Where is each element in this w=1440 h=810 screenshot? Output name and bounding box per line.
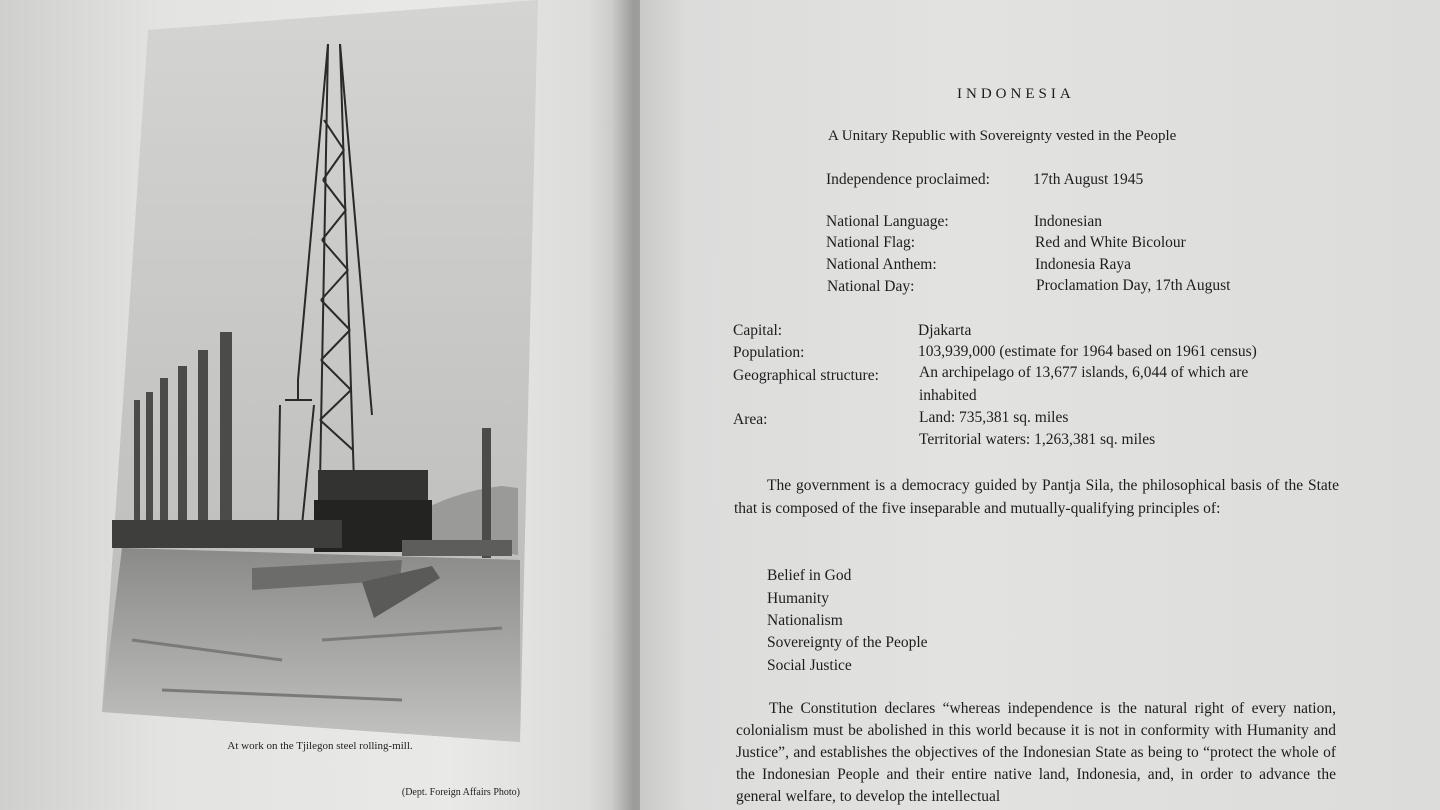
national-anthem-label: National Anthem: xyxy=(826,256,937,273)
national-flag-value: Red and White Bicolour xyxy=(1035,234,1186,251)
capital-value: Djakarta xyxy=(918,322,972,339)
right-page xyxy=(640,0,1440,810)
page-subtitle: A Unitary Republic with Sovereignty vested in the People xyxy=(828,128,1177,144)
population-value: 103,939,000 (estimate for 1964 based on 1961 census) xyxy=(918,343,1257,360)
independence-value: 17th August 1945 xyxy=(1033,171,1144,188)
area-land-value: Land: 735,381 sq. miles xyxy=(919,409,1069,426)
capital-label: Capital: xyxy=(733,322,783,339)
principle-item: Nationalism xyxy=(767,612,843,629)
national-anthem-value: Indonesia Raya xyxy=(1035,256,1131,273)
principle-item: Social Justice xyxy=(767,657,852,674)
area-water-value: Territorial waters: 1,263,381 sq. miles xyxy=(919,431,1156,448)
crane-construction-photo xyxy=(102,0,538,744)
national-day-label: National Day: xyxy=(827,278,915,295)
national-day-value: Proclamation Day, 17th August xyxy=(1036,277,1231,294)
left-page xyxy=(0,0,640,810)
principle-item: Humanity xyxy=(767,590,829,607)
geographical-structure-label: Geographical structure: xyxy=(733,367,879,384)
independence-label: Independence proclaimed: xyxy=(826,171,990,188)
national-language-value: Indonesian xyxy=(1034,213,1103,230)
geographical-structure-value-cont: inhabited xyxy=(919,387,977,404)
page-title: INDONESIA xyxy=(957,86,1075,102)
national-flag-label: National Flag: xyxy=(826,234,916,251)
population-label: Population: xyxy=(733,344,805,361)
area-label: Area: xyxy=(733,411,768,428)
photo-caption: At work on the Tjilegon steel rolling-mill. xyxy=(227,740,413,752)
national-language-label: National Language: xyxy=(826,213,949,230)
photo-credit: (Dept. Foreign Affairs Photo) xyxy=(401,787,520,798)
principle-item: Belief in God xyxy=(767,567,852,584)
constitution-paragraph: The Constitution declares “whereas independence is the natural right of every nation, colonialism must be abolished in this world because it is not in conformity with Humanity and Justice”, and establishes the objectives of the Indonesian State as being to “protect the whole of the Indonesian People and their entire native land, Indonesia, and, in order to advance the general welfare, to develop the intellectual xyxy=(736,700,1336,805)
photo-illustration xyxy=(102,0,538,744)
government-paragraph: The government is a democracy guided by Pantja Sila, the philosophical basis of the State that is composed of the five inseparable and mutually-qualifying principles of: xyxy=(734,477,1339,517)
principle-item: Sovereignty of the People xyxy=(767,634,928,651)
geographical-structure-value: An archipelago of 13,677 islands, 6,044 of which are xyxy=(919,364,1249,381)
